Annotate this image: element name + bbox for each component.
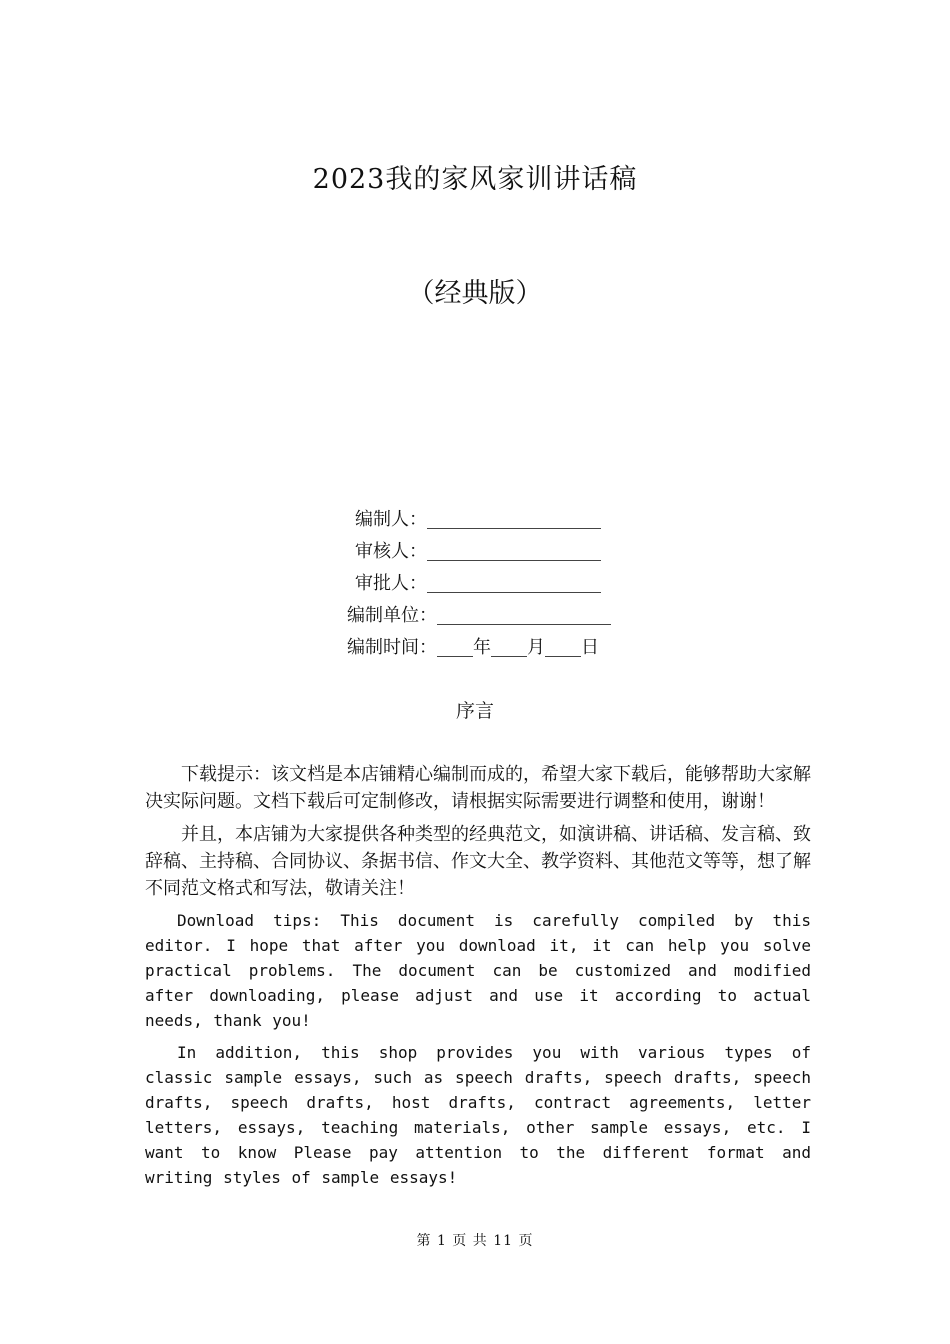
year-blank-line[interactable]	[437, 655, 473, 657]
year-char: 年	[473, 637, 491, 658]
page-footer: 第 1 页 共 11 页	[416, 1233, 534, 1249]
document-title: 2023我的家风家训讲话稿	[312, 164, 638, 195]
day-blank-line[interactable]	[545, 655, 581, 657]
time-label: 编制时间：	[347, 637, 437, 658]
month-blank-line[interactable]	[491, 655, 527, 657]
editor-blank-line[interactable]	[427, 527, 601, 529]
unit-row	[0, 600, 950, 632]
unit-blank-line[interactable]	[437, 623, 611, 625]
approver-label: 审批人：	[355, 573, 427, 594]
editor-row	[0, 504, 950, 536]
preface-body	[145, 761, 811, 1197]
download-tip-en: Download tips: This document is carefully compiled by this editor. I hope that after you download it, it can help you solve practical problems. The document can be customized and modified after downloading, please adjust and use it according to actual needs, thank you!	[145, 911, 811, 1030]
unit-label: 编制单位：	[347, 605, 437, 626]
approver-row	[0, 568, 950, 600]
day-char: 日	[581, 637, 599, 658]
reviewer-label: 审核人：	[355, 541, 427, 562]
reviewer-row	[0, 536, 950, 568]
month-char: 月	[527, 637, 545, 658]
editor-label: 编制人：	[355, 509, 427, 530]
shop-notice-cn: 并且，本店铺为大家提供各种类型的经典范文，如演讲稿、讲话稿、发言稿、致辞稿、主持稿、合同协议、条据书信、作文大全、教学资料、其他范文等等，想了解不同范文格式和写法，敬请关注！	[145, 824, 811, 899]
time-row	[0, 632, 950, 664]
download-tip-cn: 下载提示：该文档是本店铺精心编制而成的，希望大家下载后，能够帮助大家解决实际问题。文档下载后可定制修改，请根据实际需要进行调整和使用，谢谢！	[145, 764, 811, 812]
shop-notice-en: In addition, this shop provides you with various types of classic sample essays, such as speech drafts, speech drafts, speech drafts, speech drafts, host drafts, contract agreements, letter letters, essays, teaching materials, other sample essays, etc. I want to know Please pay attention to the different format and writing styles of sample essays!	[145, 1043, 811, 1187]
preface-heading: 序言	[455, 700, 494, 722]
approver-blank-line[interactable]	[427, 591, 601, 593]
document-subtitle: （经典版）	[407, 278, 543, 309]
approval-fields	[0, 504, 950, 664]
reviewer-blank-line[interactable]	[427, 559, 601, 561]
